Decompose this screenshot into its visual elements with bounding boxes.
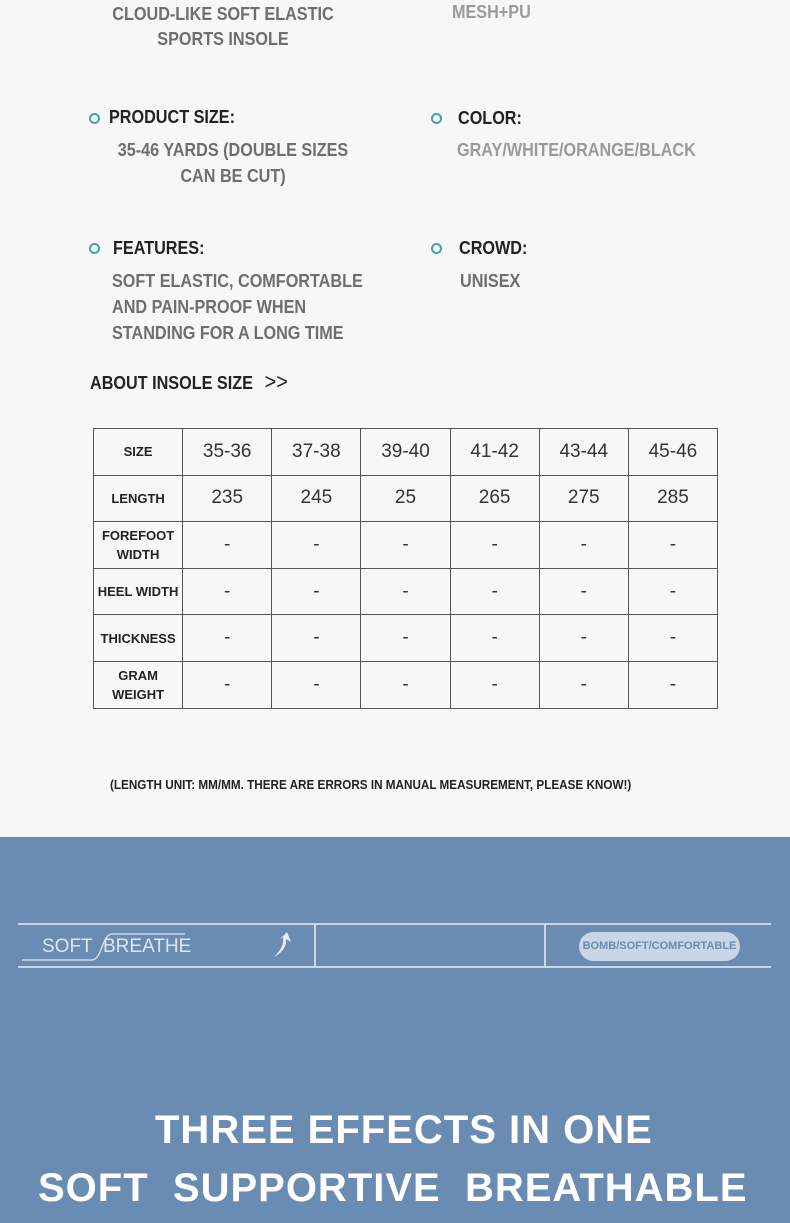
- table-row: [94, 615, 718, 662]
- divider: [314, 923, 316, 968]
- table-cell: -: [539, 615, 628, 662]
- table-cell: -: [539, 661, 628, 708]
- value-line: SOFT ELASTIC, COMFORTABLE: [112, 271, 363, 291]
- table-cell: -: [539, 568, 628, 615]
- table-cell: 45-46: [628, 429, 717, 476]
- bullet-icon: [431, 243, 442, 254]
- material-value: MESH+PU: [452, 2, 531, 22]
- table-cell: 245: [272, 475, 361, 522]
- table-row: [94, 475, 718, 522]
- table-cell: 43-44: [539, 429, 628, 476]
- table-cell: -: [183, 522, 272, 569]
- table-cell: 25: [361, 475, 450, 522]
- table-cell: 39-40: [361, 429, 450, 476]
- arrow-up-icon: [270, 931, 294, 959]
- table-cell: 275: [539, 475, 628, 522]
- table-cell: -: [450, 522, 539, 569]
- table-cell: -: [450, 661, 539, 708]
- divider: [544, 923, 546, 968]
- color-label: COLOR:: [458, 108, 522, 128]
- table-cell: -: [628, 661, 717, 708]
- table-cell: -: [628, 615, 717, 662]
- table-cell: -: [361, 615, 450, 662]
- row-header: LENGTH: [94, 475, 183, 522]
- divider: [18, 966, 771, 968]
- table-cell: -: [450, 568, 539, 615]
- row-header: HEEL WIDTH: [94, 568, 183, 615]
- row-header: GRAM WEIGHT: [94, 661, 183, 708]
- table-cell: -: [183, 568, 272, 615]
- table-cell: -: [272, 568, 361, 615]
- table-cell: -: [183, 661, 272, 708]
- table-cell: 35-36: [183, 429, 272, 476]
- crowd-value: UNISEX: [460, 271, 521, 291]
- breathe-label: BREATHE: [103, 936, 192, 957]
- row-header: SIZE: [94, 429, 183, 476]
- table-cell: 37-38: [272, 429, 361, 476]
- bullet-icon: [89, 243, 100, 254]
- table-cell: -: [361, 522, 450, 569]
- color-value: GRAY/WHITE/ORANGE/BLACK: [457, 140, 696, 160]
- row-header: FOREFOOT WIDTH: [94, 522, 183, 569]
- value-line: STANDING FOR A LONG TIME: [112, 323, 344, 343]
- about-title-text: ABOUT INSOLE SIZE: [90, 373, 253, 393]
- divider: [18, 923, 771, 925]
- table-cell: -: [272, 522, 361, 569]
- measurement-note: (LENGTH UNIT: MM/MM. THERE ARE ERRORS IN MANUAL MEASUREMENT, PLEASE KNOW!): [110, 777, 632, 792]
- bullet-icon: [89, 113, 100, 124]
- product-name-line: CLOUD-LIKE SOFT ELASTIC: [112, 4, 334, 24]
- features-badge: BOMB/SOFT/COMFORTABLE: [579, 932, 740, 961]
- table-cell: -: [361, 661, 450, 708]
- about-insole-size-title: [90, 369, 288, 395]
- table-cell: 285: [628, 475, 717, 522]
- bullet-icon: [431, 113, 442, 124]
- table-row: [94, 568, 718, 615]
- product-size-label: PRODUCT SIZE:: [109, 107, 236, 127]
- table-cell: -: [183, 615, 272, 662]
- banner-title: THREE EFFECTS IN ONE: [155, 1108, 653, 1152]
- value-line: AND PAIN-PROOF WHEN: [112, 297, 307, 317]
- table-cell: -: [628, 522, 717, 569]
- product-name: [106, 2, 340, 52]
- table-row: [94, 429, 718, 476]
- value-line: CAN BE CUT): [180, 166, 286, 186]
- table-cell: 235: [183, 475, 272, 522]
- product-size-value: [107, 137, 359, 189]
- table-row: [94, 522, 718, 569]
- product-name-line: SPORTS INSOLE: [157, 29, 289, 49]
- table-cell: -: [361, 568, 450, 615]
- table-cell: -: [628, 568, 717, 615]
- double-arrow-icon: >>: [264, 369, 288, 394]
- soft-label: SOFT: [42, 936, 93, 957]
- banner-subtitle: SOFT SUPPORTIVE BREATHABLE: [38, 1166, 748, 1210]
- row-header: THICKNESS: [94, 615, 183, 662]
- table-cell: -: [272, 661, 361, 708]
- features-value: [112, 268, 363, 346]
- table-cell: 41-42: [450, 429, 539, 476]
- crowd-label: CROWD:: [459, 238, 528, 258]
- table-cell: -: [450, 615, 539, 662]
- table-cell: -: [539, 522, 628, 569]
- table-cell: -: [272, 615, 361, 662]
- features-label: FEATURES:: [113, 238, 205, 258]
- table-cell: 265: [450, 475, 539, 522]
- size-table: [93, 428, 718, 709]
- value-line: 35-46 YARDS (DOUBLE SIZES: [117, 140, 349, 160]
- table-row: [94, 661, 718, 708]
